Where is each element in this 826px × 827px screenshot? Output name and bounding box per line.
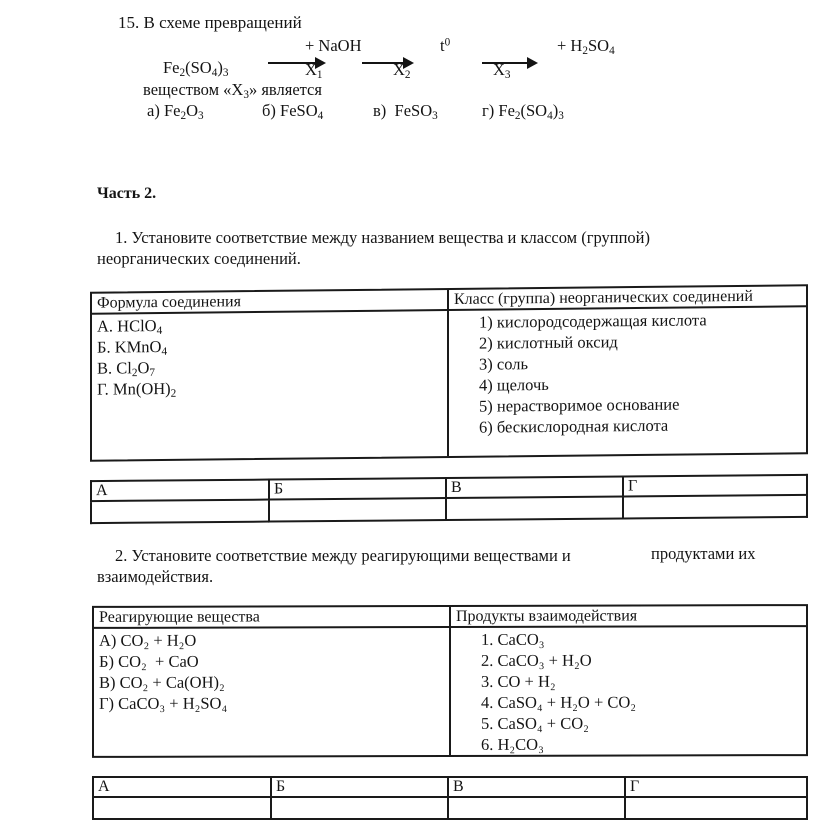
scheme-reagent-h2so4: + $H_2SO_4$ [557, 36, 615, 57]
option-g[interactable]: г) $Fe_2(SO_4)_3$ [482, 101, 564, 122]
task15-question: веществом «$X_3$» является [143, 80, 322, 101]
q1-left-column [92, 290, 447, 460]
q2-left-items [94, 628, 449, 714]
scheme-condition-heat: $t^0$ [440, 36, 451, 55]
q1-text-line1: 1. Установите соответствие между названием вещества и классом (группой) [115, 228, 650, 247]
q2-right-item: 2. CaCO₃ + H₂O [481, 650, 592, 670]
q2-answer-cell-b[interactable] [271, 797, 448, 819]
q1-left-item: Г. $Mn(OH)_2$ [97, 378, 177, 400]
q2-left-item: А) CO₂ + H₂O [99, 630, 197, 650]
q2-answer-header-v: В [448, 777, 625, 797]
q2-left-item: В) CO₂ + Ca(OH)₂ [99, 672, 225, 692]
q1-answer-cell-v[interactable] [446, 496, 623, 520]
q2-text-line1b: продуктами их [651, 544, 756, 563]
q1-right-items [449, 307, 806, 438]
q1-matching-table [90, 284, 808, 462]
q1-answer-header-g: Г [623, 475, 807, 497]
q1-answer-header-b: Б [269, 478, 446, 500]
q2-answer-header-b: Б [271, 777, 448, 797]
q1-answer-table [90, 474, 808, 524]
q1-answer-cell-a[interactable] [91, 500, 269, 524]
q2-right-item: 1. CaCO₃ [481, 629, 545, 649]
q1-answer-header-a: А [91, 480, 269, 502]
q1-right-header: Класс (группа) неорганических соединений [449, 286, 806, 311]
q1-right-item: 5) нерастворимое основание [479, 394, 680, 416]
q1-left-item: А. HClO$_4$ [97, 316, 163, 337]
q2-answer-header-g: Г [625, 777, 807, 797]
q1-answer-cell-g[interactable] [623, 495, 807, 519]
q1-left-item: В. $Cl_2O_7$ [97, 358, 155, 380]
q2-right-item: 3. CO + H₂ [481, 671, 556, 691]
q2-matching-table [92, 604, 808, 758]
q1-left-header: Формула соединения [92, 290, 447, 315]
q2-right-item: 5. CaSO₄ + CO₂ [481, 713, 589, 733]
q2-text-line1a: 2. Установите соответствие между реагирующими веществами и [115, 546, 571, 565]
q2-answer-cell-a[interactable] [93, 797, 271, 819]
q1-right-item: 3) соль [479, 354, 528, 374]
q2-right-item: 4. CaSO₄ + H₂O + CO₂ [481, 692, 637, 712]
q2-right-item: 6. H₂CO₃ [481, 734, 544, 754]
q1-right-item: 6) бескислородная кислота [479, 415, 669, 437]
q1-left-item: Б. KMnO$_4$ [97, 337, 168, 358]
q1-text-line2: неорганических соединений. [97, 249, 301, 268]
q2-answer-cell-v[interactable] [448, 797, 625, 819]
q1-right-column [447, 286, 806, 456]
q2-left-column [94, 607, 449, 756]
q2-answer-table [92, 776, 808, 820]
q2-right-items [451, 627, 806, 755]
scheme-x2: $X_2$ [393, 60, 411, 81]
option-a[interactable]: а) $Fe_2O_3$ [147, 101, 204, 122]
q1-right-item: 4) щелочь [479, 374, 549, 395]
scheme-start-substance: $Fe_2(SO_4)_3$ [163, 58, 229, 79]
scheme-x1: $X_1$ [305, 60, 323, 81]
option-v[interactable]: в) FeSO$_3$ [373, 101, 438, 122]
q2-left-item: Б) CO₂ + CaO [99, 651, 199, 671]
q2-right-header: Продукты взаимодействия [451, 606, 806, 628]
q1-answer-header-v: В [446, 476, 623, 498]
q1-left-items [92, 311, 447, 400]
q2-left-item: Г) CaCO₃ + H₂SO₄ [99, 693, 228, 713]
q1-answer-cell-b[interactable] [269, 498, 446, 522]
task15-title: 15. В схеме превращений [118, 13, 302, 32]
q2-answer-header-a: А [93, 777, 271, 797]
q2-answer-cell-g[interactable] [625, 797, 807, 819]
q2-right-column [449, 606, 806, 755]
q2-text-line2: взаимодействия. [97, 567, 214, 586]
q2-left-header: Реагирующие вещества [94, 607, 449, 629]
scheme-reagent-naoh: + NaOH [305, 36, 362, 55]
part2-heading: Часть 2. [97, 185, 157, 202]
option-b[interactable]: б) FeSO$_4$ [262, 101, 324, 122]
q1-right-item: 1) кислородсодержащая кислота [479, 310, 707, 332]
scheme-x3: $X_3$ [493, 60, 511, 81]
q1-right-item: 2) кислотный оксид [479, 332, 618, 353]
